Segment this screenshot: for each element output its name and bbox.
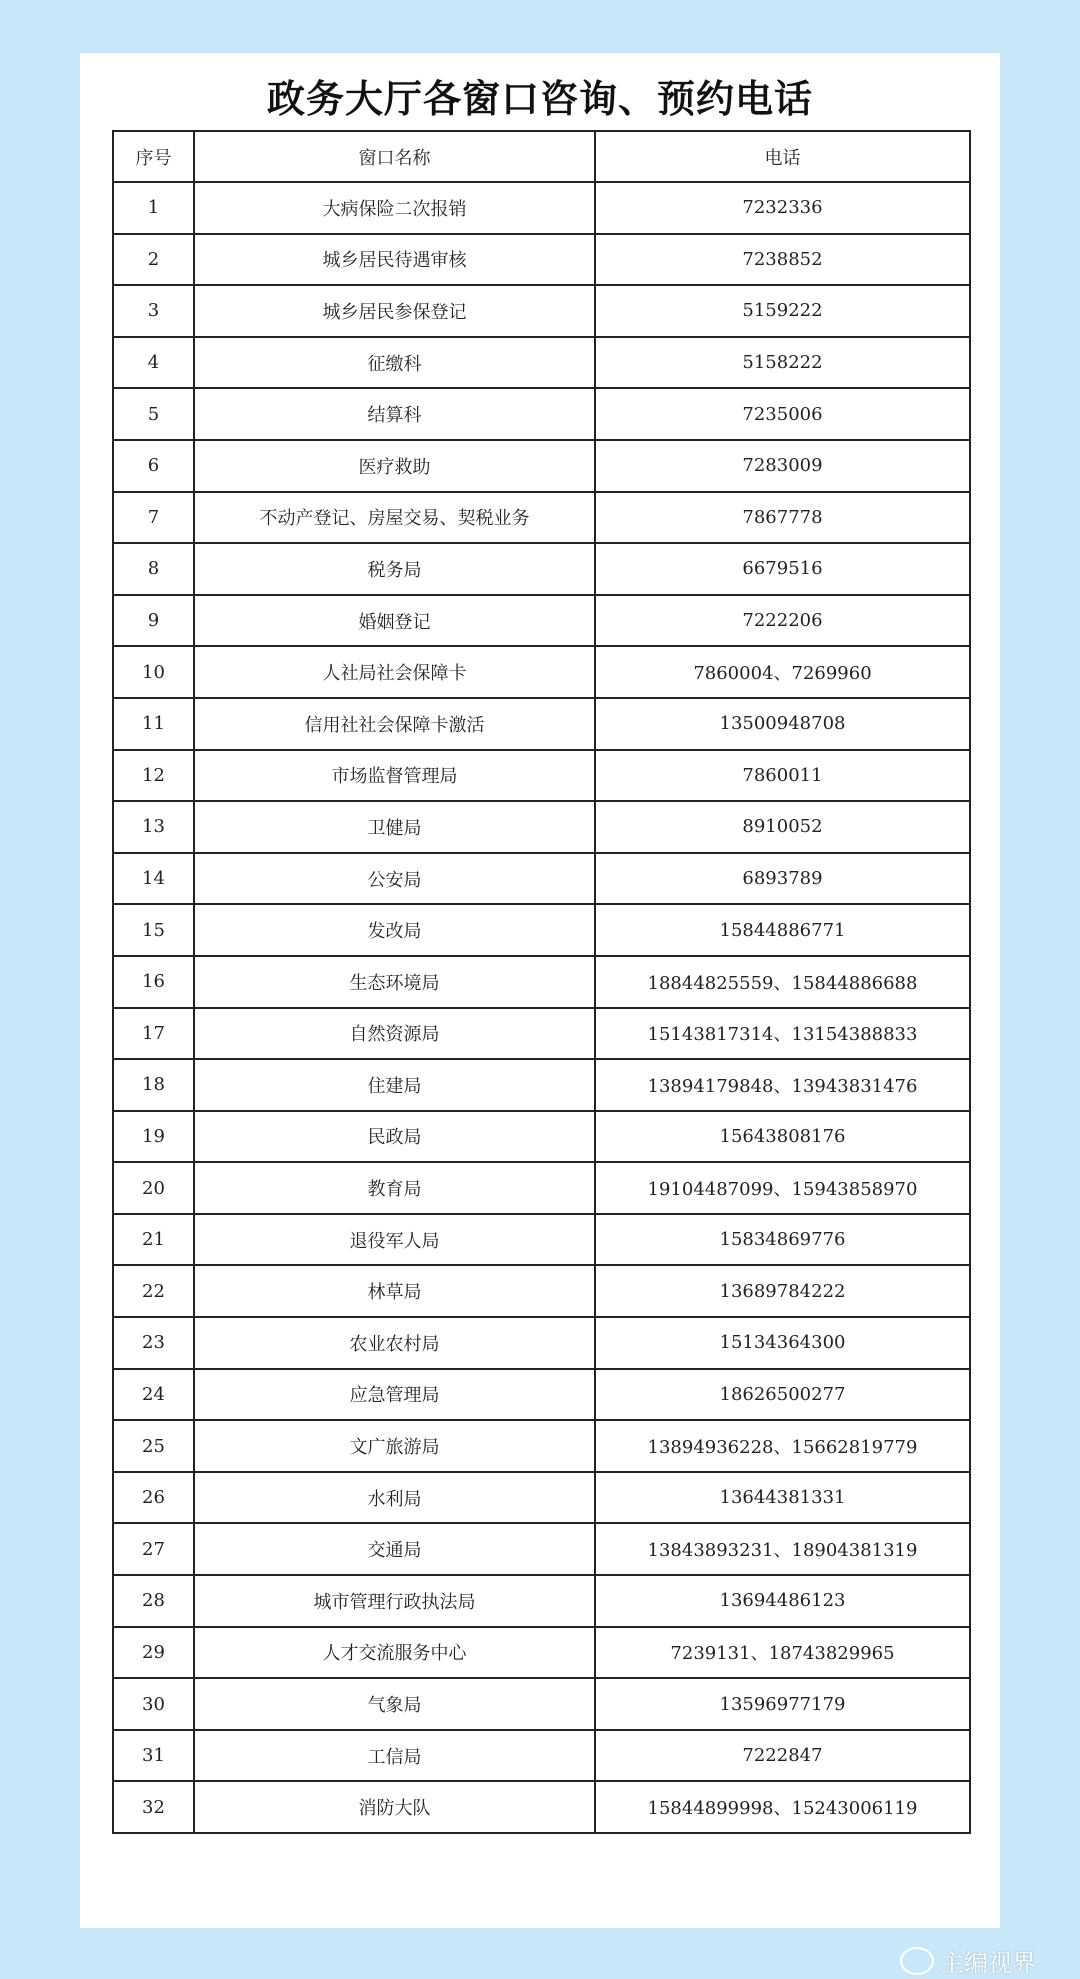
row-index: 31 [113,1730,194,1782]
phone-number: 7867778 [595,492,970,544]
table-row [113,234,970,286]
window-name: 消防大队 [194,1781,595,1833]
phone-number: 13689784222 [595,1265,970,1317]
table-row [113,1317,970,1369]
header-index: 序号 [113,131,194,182]
row-index: 21 [113,1214,194,1266]
window-name: 城市管理行政执法局 [194,1575,595,1627]
phone-number: 7283009 [595,440,970,492]
window-name: 城乡居民待遇审核 [194,234,595,286]
table-row [113,1214,970,1266]
table-row [113,1523,970,1575]
table-row [113,388,970,440]
phone-number: 7860011 [595,750,970,802]
table-row [113,1678,970,1730]
header-window-name: 窗口名称 [194,131,595,182]
table-row [113,1008,970,1060]
table-row [113,1575,970,1627]
window-name: 工信局 [194,1730,595,1782]
phone-number: 13843893231、18904381319 [595,1523,970,1575]
phone-number: 18844825559、15844886688 [595,956,970,1008]
table-row [113,440,970,492]
row-index: 26 [113,1472,194,1524]
table-row [113,698,970,750]
table-header-row [113,131,970,182]
row-index: 3 [113,285,194,337]
window-name: 生态环境局 [194,956,595,1008]
phone-number: 5159222 [595,285,970,337]
table-row [113,1730,970,1782]
window-name: 交通局 [194,1523,595,1575]
phone-number: 18626500277 [595,1369,970,1421]
window-name: 结算科 [194,388,595,440]
row-index: 25 [113,1420,194,1472]
contact-table [112,130,971,1834]
header-phone: 电话 [595,131,970,182]
window-name: 退役军人局 [194,1214,595,1266]
row-index: 16 [113,956,194,1008]
window-name: 城乡居民参保登记 [194,285,595,337]
row-index: 8 [113,543,194,595]
row-index: 2 [113,234,194,286]
phone-number: 6679516 [595,543,970,595]
phone-number: 7239131、18743829965 [595,1627,970,1679]
row-index: 6 [113,440,194,492]
row-index: 17 [113,1008,194,1060]
table-row [113,492,970,544]
table-row [113,543,970,595]
phone-number: 15834869776 [595,1214,970,1266]
window-name: 气象局 [194,1678,595,1730]
phone-number: 7235006 [595,388,970,440]
table-row [113,1627,970,1679]
phone-number: 6893789 [595,853,970,905]
window-name: 水利局 [194,1472,595,1524]
table-row [113,285,970,337]
window-name: 税务局 [194,543,595,595]
table-row [113,801,970,853]
row-index: 7 [113,492,194,544]
phone-number: 7222206 [595,595,970,647]
table-row [113,595,970,647]
phone-number: 13596977179 [595,1678,970,1730]
row-index: 12 [113,750,194,802]
table-row [113,956,970,1008]
row-index: 27 [113,1523,194,1575]
phone-number: 19104487099、15943858970 [595,1162,970,1214]
phone-number: 13894179848、13943831476 [595,1059,970,1111]
row-index: 13 [113,801,194,853]
window-name: 人社局社会保障卡 [194,646,595,698]
window-name: 不动产登记、房屋交易、契税业务 [194,492,595,544]
window-name: 住建局 [194,1059,595,1111]
window-name: 文广旅游局 [194,1420,595,1472]
table-row [113,750,970,802]
table-row [113,182,970,234]
phone-number: 5158222 [595,337,970,389]
row-index: 14 [113,853,194,905]
row-index: 28 [113,1575,194,1627]
table-row [113,646,970,698]
window-name: 市场监督管理局 [194,750,595,802]
window-name: 卫健局 [194,801,595,853]
row-index: 4 [113,337,194,389]
phone-number: 15844886771 [595,904,970,956]
table-row [113,1265,970,1317]
row-index: 9 [113,595,194,647]
table-row [113,1162,970,1214]
row-index: 22 [113,1265,194,1317]
page-title: 政务大厅各窗口咨询、预约电话 [266,77,813,121]
row-index: 23 [113,1317,194,1369]
phone-number: 13644381331 [595,1472,970,1524]
table-row [113,904,970,956]
row-index: 20 [113,1162,194,1214]
phone-number: 15143817314、13154388833 [595,1008,970,1060]
window-name: 婚姻登记 [194,595,595,647]
window-name: 农业农村局 [194,1317,595,1369]
window-name: 征缴科 [194,337,595,389]
row-index: 1 [113,182,194,234]
phone-number: 7238852 [595,234,970,286]
window-name: 应急管理局 [194,1369,595,1421]
phone-number: 7860004、7269960 [595,646,970,698]
window-name: 教育局 [194,1162,595,1214]
phone-number: 13894936228、15662819779 [595,1420,970,1472]
row-index: 24 [113,1369,194,1421]
row-index: 32 [113,1781,194,1833]
wechat-icon [900,1947,934,1975]
window-name: 医疗救助 [194,440,595,492]
phone-number: 13694486123 [595,1575,970,1627]
window-name: 公安局 [194,853,595,905]
table-row [113,337,970,389]
window-name: 信用社社会保障卡激活 [194,698,595,750]
row-index: 29 [113,1627,194,1679]
phone-number: 8910052 [595,801,970,853]
table-row [113,853,970,905]
phone-number: 15844899998、15243006119 [595,1781,970,1833]
row-index: 30 [113,1678,194,1730]
watermark [900,1943,1036,1978]
window-name: 自然资源局 [194,1008,595,1060]
row-index: 19 [113,1111,194,1163]
phone-number: 15134364300 [595,1317,970,1369]
phone-number: 13500948708 [595,698,970,750]
phone-number: 7232336 [595,182,970,234]
table-row [113,1059,970,1111]
phone-number: 7222847 [595,1730,970,1782]
row-index: 18 [113,1059,194,1111]
window-name: 林草局 [194,1265,595,1317]
window-name: 大病保险二次报销 [194,182,595,234]
row-index: 5 [113,388,194,440]
window-name: 民政局 [194,1111,595,1163]
table-row [113,1472,970,1524]
watermark-text: 主编视界 [940,1949,1036,1977]
row-index: 11 [113,698,194,750]
table-row [113,1420,970,1472]
phone-number: 15643808176 [595,1111,970,1163]
table-row [113,1781,970,1833]
table-row [113,1369,970,1421]
window-name: 发改局 [194,904,595,956]
table-row [113,1111,970,1163]
row-index: 15 [113,904,194,956]
window-name: 人才交流服务中心 [194,1627,595,1679]
row-index: 10 [113,646,194,698]
